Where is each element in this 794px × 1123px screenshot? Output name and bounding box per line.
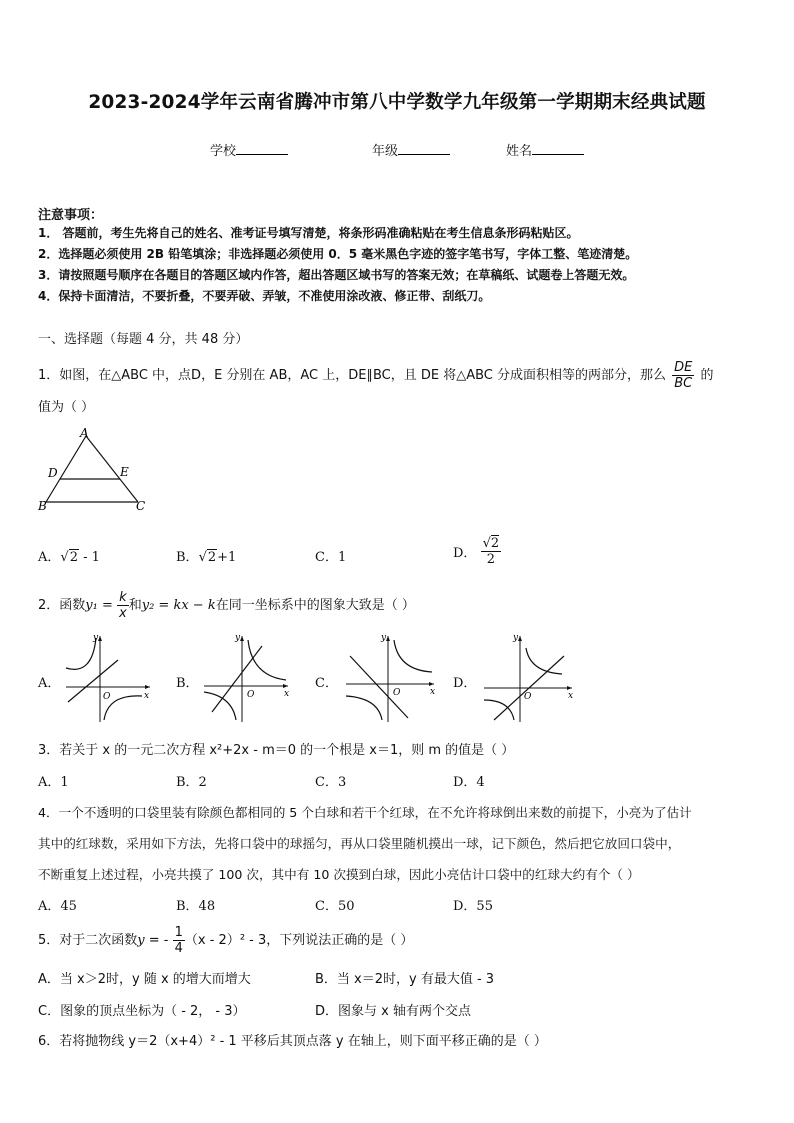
q2-y2: y₂ = kx − k — [141, 598, 216, 613]
x-label: x — [284, 689, 290, 699]
x-arrow — [283, 684, 288, 688]
q2-graph-d — [480, 632, 576, 724]
y-arrow — [518, 636, 522, 641]
hyperbola-branch — [484, 700, 514, 720]
q2-graph-a — [62, 632, 154, 724]
sqrt-sign: √2 — [60, 550, 78, 565]
origin-label: O — [524, 692, 532, 702]
q1-a-radicand: 2 — [69, 550, 78, 565]
q2-graph-c — [342, 632, 438, 724]
q1-option-c — [315, 546, 346, 565]
q5-text — [38, 925, 413, 956]
q1-d-label: D． — [453, 546, 477, 561]
q2-option-c-label: C． — [315, 676, 338, 691]
q5-option-b: B．当 x＝2时，y 有最大值 - 3 — [315, 972, 495, 987]
y-label: y — [235, 633, 241, 643]
x-arrow — [145, 685, 150, 689]
notice-item-2: 2．选择题必须使用 2B 铅笔填涂；非选择题必须使用 0．5 毫米黑色字迹的签字笔书写，字体工整、笔迹清楚。 — [38, 247, 638, 261]
q1-triangle-figure — [34, 424, 154, 516]
grade-field — [372, 140, 450, 159]
y-arrow — [240, 636, 244, 641]
grade-label: 年级 — [372, 144, 399, 159]
q5-y: y — [137, 933, 145, 948]
line-graph — [350, 656, 408, 718]
side-ac — [86, 436, 138, 502]
y-label: y — [93, 633, 99, 643]
q1-option-d — [453, 536, 501, 567]
q1-stem-tail: 的 — [700, 368, 714, 383]
notice-item-1: 1． 答题前，考生先将自己的姓名、准考证号填写清楚，将条形码准确粘贴在考生信息条形码粘贴区。 — [38, 226, 579, 240]
origin-label: O — [247, 690, 255, 700]
hyperbola-branch — [394, 640, 432, 672]
x-label: x — [144, 691, 150, 701]
x-label: x — [430, 687, 436, 697]
q2-post: 在同一坐标系中的图象大致是（ ） — [215, 598, 415, 613]
q4-option-d: D．55 — [453, 899, 493, 914]
q3-text: 3．若关于 x 的一元二次方程 x²+2x - m＝0 的一个根是 x＝1，则 m 的值是（ ） — [38, 743, 515, 758]
q5-option-c: C．图象的顶点坐标为（ - 2， - 3） — [38, 1004, 246, 1019]
q1-stem: 1．如图，在△ABC 中，点D，E 分别在 AB，AC 上，DE∥BC，且 DE 将△ABC 分成面积相等的两部分，那么 — [38, 368, 667, 383]
notice-heading: 注意事项： — [38, 208, 104, 223]
q1-option-b — [176, 546, 236, 565]
q3-option-a: A．1 — [38, 775, 69, 790]
x-label: x — [568, 691, 574, 701]
notice-item-3: 3．请按照题号顺序在各题目的答题区域内作答，超出答题区域书写的答案无效；在草稿纸、试题卷上答题无效。 — [38, 268, 635, 282]
q4-line-2: 其中的红球数，采用如下方法，先将口袋中的球摇匀，再从口袋里随机摸出一球，记下颜色，然后把它放回口袋中， — [38, 836, 681, 851]
q4-line-1: 4．一个不透明的口袋里装有除颜色都相同的 5 个白球和若干个红球，在不允许将球倒出来数的前提下，小亮为了估计 — [38, 805, 692, 820]
q2-text — [38, 590, 415, 621]
label-b: B — [38, 499, 47, 513]
q3-option-d: D．4 — [453, 775, 485, 790]
y-arrow — [98, 636, 102, 641]
q4-option-b: B．48 — [176, 899, 216, 914]
q2-option-d-label: D． — [453, 676, 477, 691]
q1-c-label: C． — [315, 550, 338, 565]
origin-label: O — [393, 688, 401, 698]
q1-text — [38, 360, 714, 391]
q4-option-a: A．45 — [38, 899, 77, 914]
q5-fraction — [173, 925, 185, 956]
q1-frac-den: BC — [674, 376, 693, 391]
q1-option-a — [38, 546, 100, 565]
q1-d-num: √2 — [482, 536, 500, 551]
exam-title: 2023-2024学年云南省腾冲市第八中学数学九年级第一学期期末经典试题 — [88, 92, 706, 113]
q5-post: （x - 2）² - 3，下列说法正确的是（ ） — [184, 933, 414, 948]
school-label: 学校 — [210, 144, 237, 159]
school-blank — [236, 142, 288, 155]
q5-eq: = - — [144, 933, 173, 948]
line-graph — [68, 660, 118, 702]
q2-frac-den: x — [119, 606, 127, 621]
name-label: 姓名 — [506, 144, 533, 159]
q6-text: 6．若将抛物线 y＝2（x+4）² - 1 平移后其顶点落 y 在轴上，则下面平移正确的是（ ） — [38, 1034, 547, 1049]
q4-option-c: C．50 — [315, 899, 355, 914]
y-arrow — [386, 636, 390, 641]
school-field — [210, 140, 288, 159]
q5-frac-num: 1 — [174, 925, 183, 940]
name-field — [506, 140, 584, 159]
label-c: C — [136, 499, 146, 513]
sqrt-sign: √2 — [198, 550, 217, 565]
y-label: y — [513, 633, 519, 643]
q5-option-d: D．图象与 x 轴有两个交点 — [315, 1004, 471, 1019]
q2-option-a-label: A． — [38, 676, 61, 691]
q2-frac-num: k — [119, 590, 127, 605]
hyperbola-branch — [346, 696, 382, 720]
q1-frac-num: DE — [674, 360, 693, 375]
q1-stem-line2: 值为（ ） — [38, 400, 95, 415]
q1-d-den: 2 — [486, 552, 495, 567]
label-a: A — [80, 426, 89, 440]
q2-graph-b — [200, 632, 292, 724]
hyperbola-branch — [66, 638, 96, 669]
q1-b-radicand: 2 — [207, 550, 217, 565]
q3-option-c: C．3 — [315, 775, 347, 790]
q1-d-fraction — [481, 536, 502, 567]
q4-line-3: 不断重复上述过程，小亮共摸了 100 次，其中有 10 次摸到白球，因此小亮估计口袋中的红球大约有个（ ） — [38, 867, 640, 882]
y-label: y — [381, 633, 387, 643]
origin-label: O — [103, 692, 111, 702]
notice-item-4: 4．保持卡面清洁，不要折叠，不要弄破、弄皱，不准使用涂改液、修正带、刮纸刀。 — [38, 289, 491, 303]
q2-mid: 和 — [128, 598, 142, 613]
q1-a-tail: - 1 — [78, 550, 100, 565]
label-e: E — [120, 465, 129, 479]
q5-frac-den: 4 — [174, 941, 183, 956]
q1-a-label: A． — [38, 550, 61, 565]
q1-c-value: 1 — [337, 550, 347, 565]
q3-option-b: B．2 — [176, 775, 207, 790]
q2-fraction — [117, 590, 129, 621]
q5-pre: 5．对于二次函数 — [38, 933, 138, 948]
q1-d-radicand: 2 — [490, 536, 500, 551]
label-d: D — [48, 466, 58, 480]
q2-pre: 2．函数 — [38, 598, 86, 613]
q5-option-a: A．当 x＞2时，y 随 x 的增大而增大 — [38, 972, 251, 987]
hyperbola-branch — [526, 648, 562, 674]
q2-option-b-label: B． — [176, 676, 199, 691]
x-arrow — [567, 686, 572, 690]
section-heading: 一、选择题（每题 4 分，共 48 分） — [38, 332, 249, 347]
q1-b-tail: +1 — [217, 550, 237, 565]
x-arrow — [429, 682, 434, 686]
grade-blank — [398, 142, 450, 155]
hyperbola-branch — [248, 640, 286, 680]
line-graph — [212, 646, 262, 712]
name-blank — [532, 142, 584, 155]
q2-y1: y₁ = — [85, 598, 113, 613]
hyperbola-branch — [204, 692, 236, 720]
q1-fraction — [672, 360, 694, 391]
q1-b-label: B． — [176, 550, 199, 565]
